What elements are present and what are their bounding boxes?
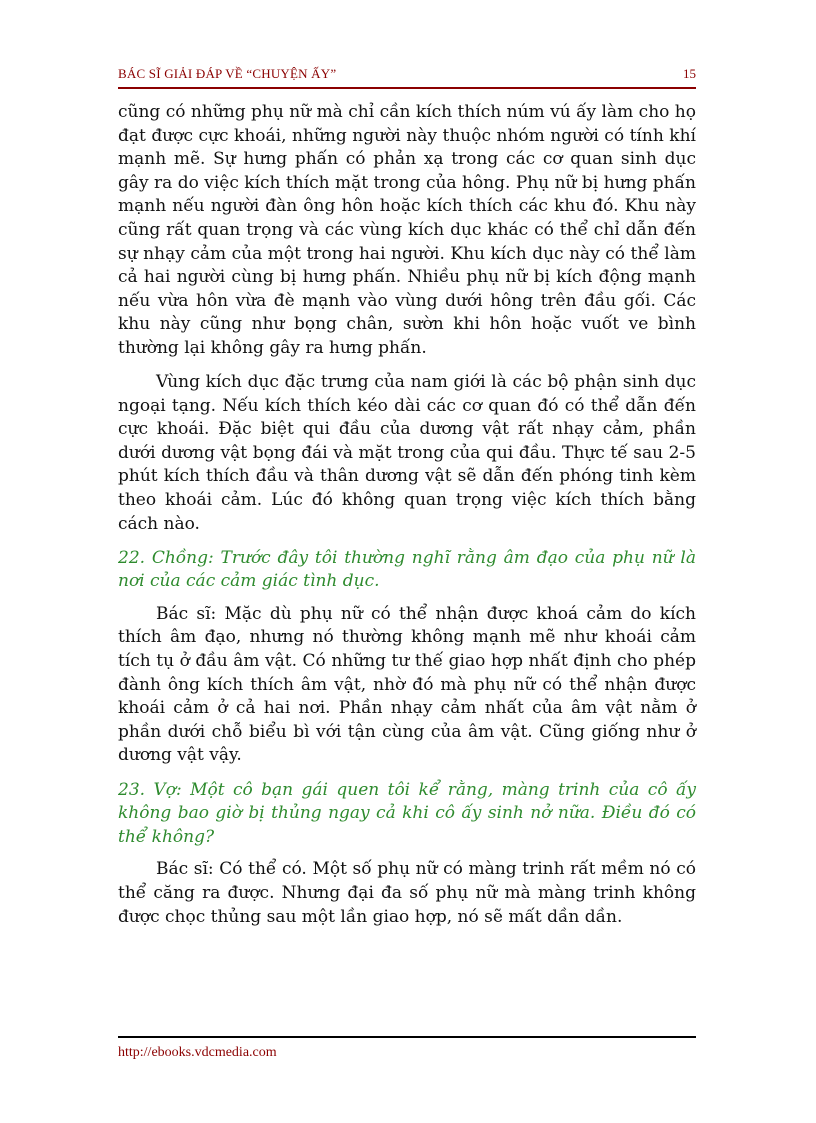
page-number: 15 <box>683 66 696 81</box>
paragraph-2: Vùng kích dục đặc trưng của nam giới là các bộ phận sinh dục ngoại tạng. Nếu kích thích kéo dài các cơ quan đó có thể dẫn đến cực khoái. Đặc biệt qui đầu của dương vật rất nhạy cảm, phần dưới dương vật bọng đái và mặt trong của qui đầu. Thực tế sau 2-5 phút kích thích đầu và thân dương vật sẽ dẫn đến phóng tinh kèm theo khoái cảm. Lúc đó không quan trọng việc kích thích bằng cách nào. <box>118 372 696 534</box>
question-23: 23. Vợ: Một cô bạn gái quen tôi kể rằng, màng trinh của cô ấy không bao giờ bị thủng ngay cả khi cô ấy sinh nở nữa. Điều đó có thể không? <box>118 779 696 847</box>
header-divider <box>118 87 696 89</box>
answer-22: Bác sĩ: Mặc dù phụ nữ có thể nhận được khoá cảm do kích thích âm đạo, nhưng nó thường không mạnh mẽ như khoái cảm tích tụ ở đầu âm vật. Có những tư thế giao hợp nhất định cho phép đành ông kích thích âm vật, nhờ đó mà phụ nữ có thể nhận được khoái cảm ở cả hai nơi. Phần nhạy cảm nhất của âm vật nằm ở phần dưới chỗ biểu bì với tận cùng của âm vật. Cũng giống như ở dương vật vậy. <box>118 603 696 766</box>
question-22: 22. Chồng: Trước đây tôi thường nghĩ rằng âm đạo của phụ nữ là nơi của các cảm giác tình dục. <box>118 547 696 592</box>
page-header <box>118 66 696 86</box>
paragraph-1: cũng có những phụ nữ mà chỉ cần kích thích núm vú ấy làm cho họ đạt được cực khoái, những người này thuộc nhóm người có tính khí mạnh mẽ. Sự hưng phấn có phản xạ trong các cơ quan sinh dục gây ra do việc kích thích mặt trong của hông. Phụ nữ bị hưng phấn mạnh nếu người đàn ông hôn hoặc kích thích các khu đó. Khu này cũng rất quan trọng và các vùng kích dục khác có thể chỉ dẫn đến sự nhạy cảm của một trong hai người. Khu kích dục này có thể làm cả hai người cùng bị hưng phấn. Nhiều phụ nữ bị kích động mạnh nếu vừa hôn vừa đè mạnh vào vùng dưới hông trên đầu gối. Các khu này cũng như bọng chân, sườn khi hôn hoặc vuốt ve bình thường lại không gây ra hưng phấn. <box>118 102 696 358</box>
answer-23: Bác sĩ: Có thể có. Một số phụ nữ có màng trinh rất mềm nó có thể căng ra được. Nhưng đại đa số phụ nữ mà màng trinh không được chọc thủng sau một lần giao hợp, nó sẽ mất dần dần. <box>118 859 696 927</box>
footer-divider <box>118 1036 696 1038</box>
book-title: BÁC SĨ GIẢI ĐÁP VỀ “CHUYỆN ẤY” <box>118 66 337 81</box>
footer-link[interactable]: http://ebooks.vdcmedia.com <box>118 1045 277 1060</box>
page-content <box>118 101 696 940</box>
